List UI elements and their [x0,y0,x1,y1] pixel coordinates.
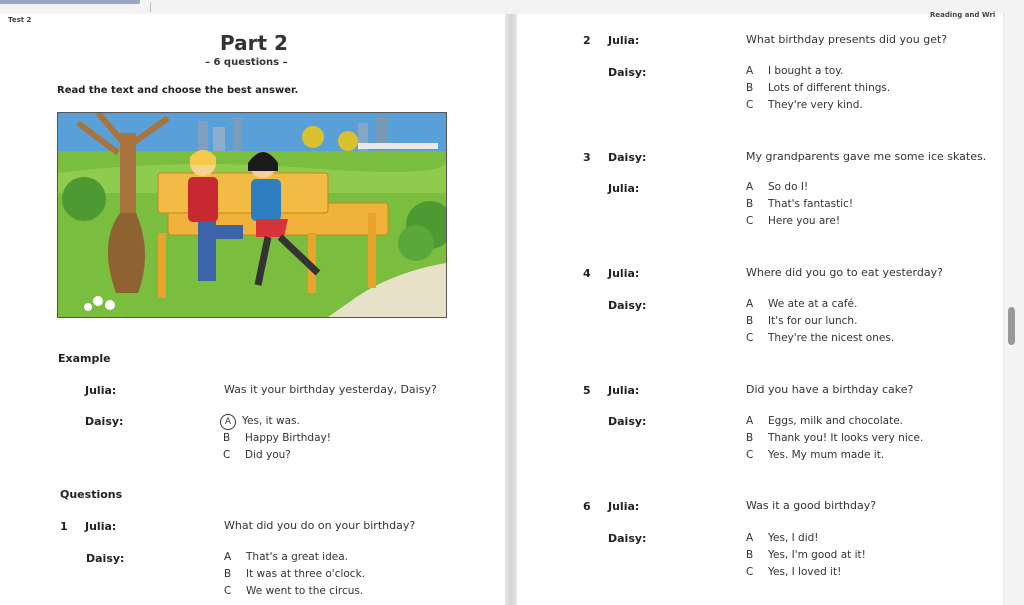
question-4-options [746,296,894,347]
option-b[interactable] [746,547,866,564]
question-speaker-2: Daisy: [608,66,647,79]
option-text: Yes, I'm good at it! [768,549,866,561]
option-text: They're the nicest ones. [768,332,895,344]
question-6-options [746,530,866,581]
question-speaker-1: Julia: [608,384,640,397]
page-title: Part 2 [220,31,288,55]
park-scene-image [58,113,446,317]
option-a[interactable] [746,296,894,313]
option-letter: C [746,332,754,344]
tab-divider [150,2,151,12]
browser-tab-strip [0,0,1024,15]
test-label: Test 2 [8,16,32,24]
example-speaker-1: Julia: [85,384,117,397]
option-text: Did you? [245,449,291,461]
option-text: Yes, it was. [242,415,300,427]
page-subtitle: – 6 questions – [205,57,288,68]
option-text: We ate at a café. [768,298,858,310]
page-gutter [505,14,517,605]
question-speaker-2: Daisy: [86,552,125,565]
question-2-options [746,63,890,114]
option-letter: B [746,315,754,327]
option-a[interactable] [746,413,923,430]
question-speaker-2: Daisy: [608,299,647,312]
scrollbar-thumb[interactable] [1008,307,1015,345]
question-speaker-2: Daisy: [608,415,647,428]
option-text: Eggs, milk and chocolate. [768,415,903,427]
option-text: Lots of different things. [768,82,891,94]
option-a[interactable] [746,63,890,80]
option-text: Happy Birthday! [245,432,331,444]
question-prompt: What birthday presents did you get? [746,33,948,46]
question-number: 4 [583,267,591,280]
option-letter: A [746,298,754,310]
option-c[interactable] [746,213,853,230]
option-letter: C [746,99,754,111]
example-question: Was it your birthday yesterday, Daisy? [224,383,437,396]
option-text: Yes, I loved it! [768,566,842,578]
example-options [220,413,331,464]
option-letter: C [223,449,231,461]
option-letter: A [746,532,754,544]
option-b[interactable] [746,80,890,97]
question-number: 1 [60,520,68,533]
question-prompt: Was it a good birthday? [746,499,877,512]
question-3-options [746,179,853,230]
park-bench-illustration [57,112,447,318]
option-letter: B [746,432,754,444]
option-letter: B [224,568,232,580]
option-text: So do I! [768,181,809,193]
question-1-options [224,549,365,600]
option-letter: C [746,215,754,227]
question-speaker-2: Julia: [608,182,640,195]
question-number: 6 [583,500,591,513]
instruction-text: Read the text and choose the best answer. [57,85,299,96]
option-letter: C [746,449,754,461]
questions-heading: Questions [60,488,123,501]
option-text: Here you are! [768,215,841,227]
question-speaker-2: Daisy: [608,532,647,545]
option-text: We went to the circus. [246,585,364,597]
question-prompt: What did you do on your birthday? [224,519,416,532]
question-number: 5 [583,384,591,397]
option-a[interactable] [224,549,365,566]
question-prompt: Did you have a birthday cake? [746,383,914,396]
option-letter: B [746,198,754,210]
option-b[interactable] [746,313,894,330]
question-number: 3 [583,151,591,164]
option-a[interactable] [746,179,853,196]
option-c[interactable] [746,97,890,114]
option-text: It's for our lunch. [768,315,858,327]
option-letter: C [224,585,232,597]
option-letter: B [746,549,754,561]
option-letter: A [746,181,754,193]
option-a[interactable] [746,530,866,547]
option-letter: A [224,551,232,563]
question-number: 2 [583,34,591,47]
option-text: I bought a toy. [768,65,844,77]
option-text: Yes, I did! [768,532,819,544]
option-c[interactable] [224,583,365,600]
option-letter: B [746,82,754,94]
question-5-options [746,413,923,464]
option-letter: A [746,415,754,427]
question-speaker-1: Julia: [608,34,640,47]
option-text: It was at three o'clock. [246,568,366,580]
option-b[interactable] [746,430,923,447]
option-text: That's fantastic! [768,198,854,210]
answer-circle-icon: A [220,414,236,430]
example-option-c [220,447,331,464]
question-speaker-1: Daisy: [608,151,647,164]
question-speaker-1: Julia: [608,267,640,280]
option-letter: C [746,566,754,578]
option-text: Thank you! It looks very nice. [768,432,924,444]
example-speaker-2: Daisy: [85,415,124,428]
option-c[interactable] [746,330,894,347]
browser-tab[interactable] [0,0,140,4]
option-letter: A [746,65,754,77]
option-c[interactable] [746,564,866,581]
option-text: That's a great idea. [246,551,349,563]
question-prompt: Where did you go to eat yesterday? [746,266,943,279]
option-c[interactable] [746,447,923,464]
option-text: They're very kind. [768,99,863,111]
option-b[interactable] [224,566,365,583]
option-text: Yes. My mum made it. [768,449,885,461]
option-b[interactable] [746,196,853,213]
example-option-a [220,413,331,430]
question-speaker-1: Julia: [85,520,117,533]
option-letter: B [223,432,231,444]
question-speaker-1: Julia: [608,500,640,513]
section-label: Reading and Wri [930,11,996,19]
example-heading: Example [58,352,111,365]
question-prompt: My grandparents gave me some ice skates. [746,150,987,163]
example-option-b [220,430,331,447]
